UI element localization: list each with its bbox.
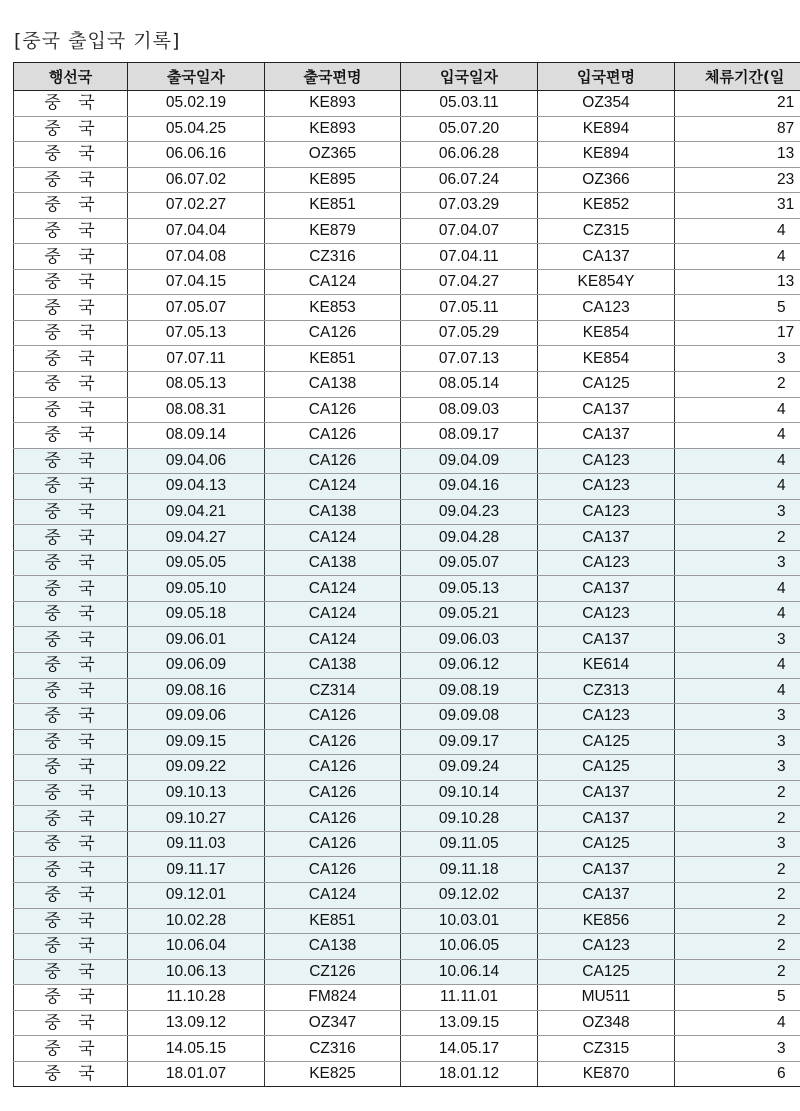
table-row xyxy=(14,423,800,449)
arrival-flight-cell: CA137 xyxy=(538,882,675,908)
arrival-flight-cell: CA137 xyxy=(538,857,675,883)
arrival-date-cell: 05.03.11 xyxy=(401,91,538,117)
departure-flight-cell: KE853 xyxy=(265,295,401,321)
destination-cell: 중 국 xyxy=(14,704,128,730)
departure-date-cell: 08.05.13 xyxy=(128,372,265,398)
table-row xyxy=(14,653,800,679)
departure-flight-cell: CA126 xyxy=(265,397,401,423)
arrival-date-cell: 09.11.05 xyxy=(401,831,538,857)
arrival-date-cell: 09.06.12 xyxy=(401,653,538,679)
departure-flight-cell: CA124 xyxy=(265,525,401,551)
departure-date-cell: 09.09.06 xyxy=(128,704,265,730)
arrival-flight-cell: CA137 xyxy=(538,780,675,806)
destination-cell: 중 국 xyxy=(14,218,128,244)
table-row xyxy=(14,269,800,295)
table-row xyxy=(14,167,800,193)
departure-flight-cell: KE851 xyxy=(265,908,401,934)
stay-days-cell: 4 xyxy=(675,653,800,679)
arrival-flight-cell: CA123 xyxy=(538,704,675,730)
departure-flight-cell: CA124 xyxy=(265,601,401,627)
arrival-date-cell: 08.09.17 xyxy=(401,423,538,449)
page-title: [중국 출입국 기록] xyxy=(14,30,181,52)
arrival-flight-cell: CZ315 xyxy=(538,218,675,244)
destination-cell: 중 국 xyxy=(14,397,128,423)
arrival-date-cell: 09.09.24 xyxy=(401,755,538,781)
arrival-date-cell: 05.07.20 xyxy=(401,116,538,142)
arrival-flight-cell: CA137 xyxy=(538,397,675,423)
departure-date-cell: 08.08.31 xyxy=(128,397,265,423)
destination-cell: 중 국 xyxy=(14,908,128,934)
arrival-date-cell: 09.05.13 xyxy=(401,576,538,602)
table-row xyxy=(14,908,800,934)
arrival-flight-cell: KE854 xyxy=(538,320,675,346)
departure-flight-cell: KE893 xyxy=(265,91,401,117)
departure-flight-cell: CA126 xyxy=(265,704,401,730)
departure-flight-cell: FM824 xyxy=(265,985,401,1011)
departure-date-cell: 09.11.17 xyxy=(128,857,265,883)
table-row xyxy=(14,678,800,704)
stay-days-cell: 4 xyxy=(675,218,800,244)
table-row xyxy=(14,142,800,168)
table-row xyxy=(14,576,800,602)
arrival-flight-cell: MU511 xyxy=(538,985,675,1011)
header-departure-flight: 출국편명 xyxy=(265,63,401,91)
table-row xyxy=(14,729,800,755)
destination-cell: 중 국 xyxy=(14,857,128,883)
arrival-date-cell: 09.04.16 xyxy=(401,474,538,500)
destination-cell: 중 국 xyxy=(14,653,128,679)
header-arrival-flight: 입국편명 xyxy=(538,63,675,91)
stay-days-cell: 87 xyxy=(675,116,800,142)
departure-date-cell: 09.10.13 xyxy=(128,780,265,806)
stay-days-cell: 4 xyxy=(675,601,800,627)
arrival-flight-cell: KE894 xyxy=(538,116,675,142)
table-row xyxy=(14,857,800,883)
table-row xyxy=(14,882,800,908)
departure-flight-cell: CA124 xyxy=(265,627,401,653)
stay-days-cell: 4 xyxy=(675,1010,800,1036)
departure-date-cell: 09.12.01 xyxy=(128,882,265,908)
departure-date-cell: 18.01.07 xyxy=(128,1061,265,1087)
table-row xyxy=(14,397,800,423)
arrival-flight-cell: CA137 xyxy=(538,244,675,270)
stay-days-cell: 21 xyxy=(675,91,800,117)
arrival-flight-cell: CA137 xyxy=(538,423,675,449)
departure-date-cell: 14.05.15 xyxy=(128,1036,265,1062)
arrival-date-cell: 07.07.13 xyxy=(401,346,538,372)
arrival-flight-cell: KE854Y xyxy=(538,269,675,295)
table-row xyxy=(14,1061,800,1087)
departure-date-cell: 09.06.09 xyxy=(128,653,265,679)
departure-flight-cell: CA138 xyxy=(265,934,401,960)
destination-cell: 중 국 xyxy=(14,167,128,193)
table-row xyxy=(14,985,800,1011)
arrival-date-cell: 06.07.24 xyxy=(401,167,538,193)
departure-flight-cell: KE879 xyxy=(265,218,401,244)
stay-days-cell: 4 xyxy=(675,448,800,474)
destination-cell: 중 국 xyxy=(14,729,128,755)
destination-cell: 중 국 xyxy=(14,142,128,168)
destination-cell: 중 국 xyxy=(14,1036,128,1062)
departure-date-cell: 06.06.16 xyxy=(128,142,265,168)
destination-cell: 중 국 xyxy=(14,780,128,806)
table-row xyxy=(14,474,800,500)
arrival-date-cell: 14.05.17 xyxy=(401,1036,538,1062)
departure-date-cell: 09.08.16 xyxy=(128,678,265,704)
departure-date-cell: 07.04.15 xyxy=(128,269,265,295)
arrival-flight-cell: CA123 xyxy=(538,474,675,500)
header-row xyxy=(14,63,800,91)
destination-cell: 중 국 xyxy=(14,448,128,474)
departure-date-cell: 09.05.18 xyxy=(128,601,265,627)
stay-days-cell: 4 xyxy=(675,678,800,704)
stay-days-cell: 13 xyxy=(675,142,800,168)
destination-cell: 중 국 xyxy=(14,627,128,653)
arrival-flight-cell: CA123 xyxy=(538,448,675,474)
table-row xyxy=(14,372,800,398)
departure-date-cell: 10.06.13 xyxy=(128,959,265,985)
stay-days-cell: 5 xyxy=(675,295,800,321)
table-row xyxy=(14,601,800,627)
departure-date-cell: 10.06.04 xyxy=(128,934,265,960)
arrival-date-cell: 09.06.03 xyxy=(401,627,538,653)
table-header xyxy=(14,63,800,91)
table-row xyxy=(14,1036,800,1062)
arrival-flight-cell: CA137 xyxy=(538,525,675,551)
stay-days-cell: 3 xyxy=(675,729,800,755)
destination-cell: 중 국 xyxy=(14,1010,128,1036)
header-destination: 행선국 xyxy=(14,63,128,91)
departure-date-cell: 07.04.04 xyxy=(128,218,265,244)
departure-flight-cell: KE893 xyxy=(265,116,401,142)
stay-days-cell: 13 xyxy=(675,269,800,295)
destination-cell: 중 국 xyxy=(14,934,128,960)
table-row xyxy=(14,448,800,474)
destination-cell: 중 국 xyxy=(14,806,128,832)
departure-flight-cell: CZ316 xyxy=(265,244,401,270)
stay-days-cell: 3 xyxy=(675,831,800,857)
arrival-date-cell: 09.09.08 xyxy=(401,704,538,730)
table-row xyxy=(14,295,800,321)
table-row xyxy=(14,704,800,730)
stay-days-cell: 3 xyxy=(675,499,800,525)
stay-days-cell: 3 xyxy=(675,550,800,576)
stay-days-cell: 23 xyxy=(675,167,800,193)
stay-days-cell: 2 xyxy=(675,780,800,806)
destination-cell: 중 국 xyxy=(14,423,128,449)
departure-date-cell: 08.09.14 xyxy=(128,423,265,449)
destination-cell: 중 국 xyxy=(14,244,128,270)
arrival-flight-cell: OZ348 xyxy=(538,1010,675,1036)
departure-date-cell: 06.07.02 xyxy=(128,167,265,193)
destination-cell: 중 국 xyxy=(14,295,128,321)
table-row xyxy=(14,320,800,346)
destination-cell: 중 국 xyxy=(14,193,128,219)
destination-cell: 중 국 xyxy=(14,576,128,602)
departure-flight-cell: CA126 xyxy=(265,806,401,832)
arrival-date-cell: 06.06.28 xyxy=(401,142,538,168)
departure-flight-cell: CA126 xyxy=(265,729,401,755)
stay-days-cell: 3 xyxy=(675,346,800,372)
stay-days-cell: 5 xyxy=(675,985,800,1011)
arrival-flight-cell: KE856 xyxy=(538,908,675,934)
departure-date-cell: 09.04.13 xyxy=(128,474,265,500)
departure-date-cell: 05.02.19 xyxy=(128,91,265,117)
departure-date-cell: 11.10.28 xyxy=(128,985,265,1011)
departure-flight-cell: CA124 xyxy=(265,576,401,602)
arrival-flight-cell: CA125 xyxy=(538,372,675,398)
arrival-date-cell: 18.01.12 xyxy=(401,1061,538,1087)
destination-cell: 중 국 xyxy=(14,882,128,908)
destination-cell: 중 국 xyxy=(14,525,128,551)
departure-flight-cell: CZ316 xyxy=(265,1036,401,1062)
arrival-date-cell: 09.09.17 xyxy=(401,729,538,755)
arrival-flight-cell: CA137 xyxy=(538,627,675,653)
destination-cell: 중 국 xyxy=(14,91,128,117)
table-body xyxy=(14,91,800,1087)
arrival-date-cell: 10.06.14 xyxy=(401,959,538,985)
destination-cell: 중 국 xyxy=(14,269,128,295)
arrival-date-cell: 09.12.02 xyxy=(401,882,538,908)
destination-cell: 중 국 xyxy=(14,959,128,985)
arrival-flight-cell: CA125 xyxy=(538,959,675,985)
destination-cell: 중 국 xyxy=(14,831,128,857)
stay-days-cell: 3 xyxy=(675,1036,800,1062)
departure-date-cell: 07.04.08 xyxy=(128,244,265,270)
arrival-flight-cell: KE614 xyxy=(538,653,675,679)
table-row xyxy=(14,806,800,832)
arrival-date-cell: 07.03.29 xyxy=(401,193,538,219)
arrival-flight-cell: KE854 xyxy=(538,346,675,372)
table-row xyxy=(14,525,800,551)
departure-date-cell: 09.04.27 xyxy=(128,525,265,551)
arrival-date-cell: 08.09.03 xyxy=(401,397,538,423)
departure-flight-cell: KE895 xyxy=(265,167,401,193)
table-row xyxy=(14,1010,800,1036)
departure-flight-cell: CA138 xyxy=(265,499,401,525)
arrival-date-cell: 07.04.27 xyxy=(401,269,538,295)
arrival-flight-cell: CA137 xyxy=(538,576,675,602)
arrival-flight-cell: CA125 xyxy=(538,831,675,857)
departure-flight-cell: CA124 xyxy=(265,269,401,295)
departure-flight-cell: OZ365 xyxy=(265,142,401,168)
arrival-flight-cell: CA125 xyxy=(538,729,675,755)
travel-records-table xyxy=(13,62,800,1087)
destination-cell: 중 국 xyxy=(14,474,128,500)
table-row xyxy=(14,780,800,806)
destination-cell: 중 국 xyxy=(14,116,128,142)
stay-days-cell: 2 xyxy=(675,908,800,934)
departure-date-cell: 09.10.27 xyxy=(128,806,265,832)
arrival-flight-cell: CA137 xyxy=(538,806,675,832)
departure-date-cell: 07.05.13 xyxy=(128,320,265,346)
arrival-date-cell: 09.11.18 xyxy=(401,857,538,883)
departure-flight-cell: KE825 xyxy=(265,1061,401,1087)
arrival-flight-cell: KE894 xyxy=(538,142,675,168)
destination-cell: 중 국 xyxy=(14,499,128,525)
arrival-date-cell: 09.10.14 xyxy=(401,780,538,806)
departure-date-cell: 09.04.06 xyxy=(128,448,265,474)
stay-days-cell: 31 xyxy=(675,193,800,219)
arrival-date-cell: 07.05.11 xyxy=(401,295,538,321)
records-table-wrapper xyxy=(13,62,800,1087)
departure-date-cell: 05.04.25 xyxy=(128,116,265,142)
destination-cell: 중 국 xyxy=(14,346,128,372)
arrival-date-cell: 07.04.07 xyxy=(401,218,538,244)
arrival-date-cell: 09.10.28 xyxy=(401,806,538,832)
arrival-flight-cell: CA123 xyxy=(538,295,675,321)
arrival-date-cell: 10.03.01 xyxy=(401,908,538,934)
arrival-date-cell: 09.05.21 xyxy=(401,601,538,627)
departure-flight-cell: KE851 xyxy=(265,346,401,372)
departure-date-cell: 09.09.15 xyxy=(128,729,265,755)
arrival-date-cell: 09.04.23 xyxy=(401,499,538,525)
arrival-date-cell: 08.05.14 xyxy=(401,372,538,398)
destination-cell: 중 국 xyxy=(14,372,128,398)
arrival-flight-cell: OZ354 xyxy=(538,91,675,117)
departure-date-cell: 09.05.10 xyxy=(128,576,265,602)
departure-date-cell: 09.09.22 xyxy=(128,755,265,781)
arrival-flight-cell: CA123 xyxy=(538,601,675,627)
departure-date-cell: 09.04.21 xyxy=(128,499,265,525)
arrival-date-cell: 09.08.19 xyxy=(401,678,538,704)
arrival-date-cell: 11.11.01 xyxy=(401,985,538,1011)
departure-flight-cell: CZ126 xyxy=(265,959,401,985)
stay-days-cell: 2 xyxy=(675,525,800,551)
departure-date-cell: 10.02.28 xyxy=(128,908,265,934)
departure-flight-cell: CA126 xyxy=(265,448,401,474)
departure-flight-cell: CA138 xyxy=(265,372,401,398)
destination-cell: 중 국 xyxy=(14,755,128,781)
table-row xyxy=(14,959,800,985)
stay-days-cell: 4 xyxy=(675,576,800,602)
stay-days-cell: 2 xyxy=(675,882,800,908)
arrival-date-cell: 07.04.11 xyxy=(401,244,538,270)
header-arrival-date: 입국일자 xyxy=(401,63,538,91)
departure-flight-cell: KE851 xyxy=(265,193,401,219)
arrival-date-cell: 09.04.09 xyxy=(401,448,538,474)
arrival-date-cell: 09.04.28 xyxy=(401,525,538,551)
stay-days-cell: 2 xyxy=(675,372,800,398)
table-row xyxy=(14,831,800,857)
departure-date-cell: 09.06.01 xyxy=(128,627,265,653)
stay-days-cell: 2 xyxy=(675,857,800,883)
departure-flight-cell: CA124 xyxy=(265,882,401,908)
table-row xyxy=(14,499,800,525)
departure-flight-cell: CZ314 xyxy=(265,678,401,704)
stay-days-cell: 17 xyxy=(675,320,800,346)
arrival-flight-cell: CA123 xyxy=(538,550,675,576)
departure-flight-cell: CA124 xyxy=(265,474,401,500)
departure-flight-cell: CA126 xyxy=(265,831,401,857)
arrival-flight-cell: CZ313 xyxy=(538,678,675,704)
table-row xyxy=(14,218,800,244)
departure-date-cell: 09.05.05 xyxy=(128,550,265,576)
departure-flight-cell: CA126 xyxy=(265,423,401,449)
destination-cell: 중 국 xyxy=(14,1061,128,1087)
arrival-date-cell: 10.06.05 xyxy=(401,934,538,960)
departure-date-cell: 13.09.12 xyxy=(128,1010,265,1036)
stay-days-cell: 2 xyxy=(675,959,800,985)
departure-date-cell: 07.07.11 xyxy=(128,346,265,372)
arrival-flight-cell: CA123 xyxy=(538,499,675,525)
table-row xyxy=(14,934,800,960)
destination-cell: 중 국 xyxy=(14,678,128,704)
departure-date-cell: 07.02.27 xyxy=(128,193,265,219)
departure-flight-cell: CA138 xyxy=(265,653,401,679)
departure-flight-cell: OZ347 xyxy=(265,1010,401,1036)
arrival-flight-cell: OZ366 xyxy=(538,167,675,193)
departure-flight-cell: CA126 xyxy=(265,857,401,883)
stay-days-cell: 4 xyxy=(675,474,800,500)
departure-date-cell: 09.11.03 xyxy=(128,831,265,857)
table-row xyxy=(14,627,800,653)
stay-days-cell: 4 xyxy=(675,423,800,449)
arrival-date-cell: 09.05.07 xyxy=(401,550,538,576)
arrival-flight-cell: KE852 xyxy=(538,193,675,219)
header-departure-date: 출국일자 xyxy=(128,63,265,91)
stay-days-cell: 3 xyxy=(675,755,800,781)
table-row xyxy=(14,91,800,117)
arrival-date-cell: 07.05.29 xyxy=(401,320,538,346)
table-row xyxy=(14,755,800,781)
table-row xyxy=(14,346,800,372)
departure-flight-cell: CA126 xyxy=(265,780,401,806)
arrival-date-cell: 13.09.15 xyxy=(401,1010,538,1036)
destination-cell: 중 국 xyxy=(14,985,128,1011)
stay-days-cell: 6 xyxy=(675,1061,800,1087)
stay-days-cell: 4 xyxy=(675,244,800,270)
stay-days-cell: 2 xyxy=(675,934,800,960)
departure-flight-cell: CA126 xyxy=(265,320,401,346)
table-row xyxy=(14,193,800,219)
stay-days-cell: 2 xyxy=(675,806,800,832)
header-stay-days: 체류기간(일 xyxy=(675,63,800,91)
arrival-flight-cell: CZ315 xyxy=(538,1036,675,1062)
arrival-flight-cell: KE870 xyxy=(538,1061,675,1087)
table-row xyxy=(14,116,800,142)
arrival-flight-cell: CA125 xyxy=(538,755,675,781)
stay-days-cell: 4 xyxy=(675,397,800,423)
destination-cell: 중 국 xyxy=(14,550,128,576)
destination-cell: 중 국 xyxy=(14,601,128,627)
stay-days-cell: 3 xyxy=(675,627,800,653)
departure-flight-cell: CA138 xyxy=(265,550,401,576)
destination-cell: 중 국 xyxy=(14,320,128,346)
stay-days-cell: 3 xyxy=(675,704,800,730)
departure-flight-cell: CA126 xyxy=(265,755,401,781)
departure-date-cell: 07.05.07 xyxy=(128,295,265,321)
table-row xyxy=(14,244,800,270)
table-row xyxy=(14,550,800,576)
arrival-flight-cell: CA123 xyxy=(538,934,675,960)
